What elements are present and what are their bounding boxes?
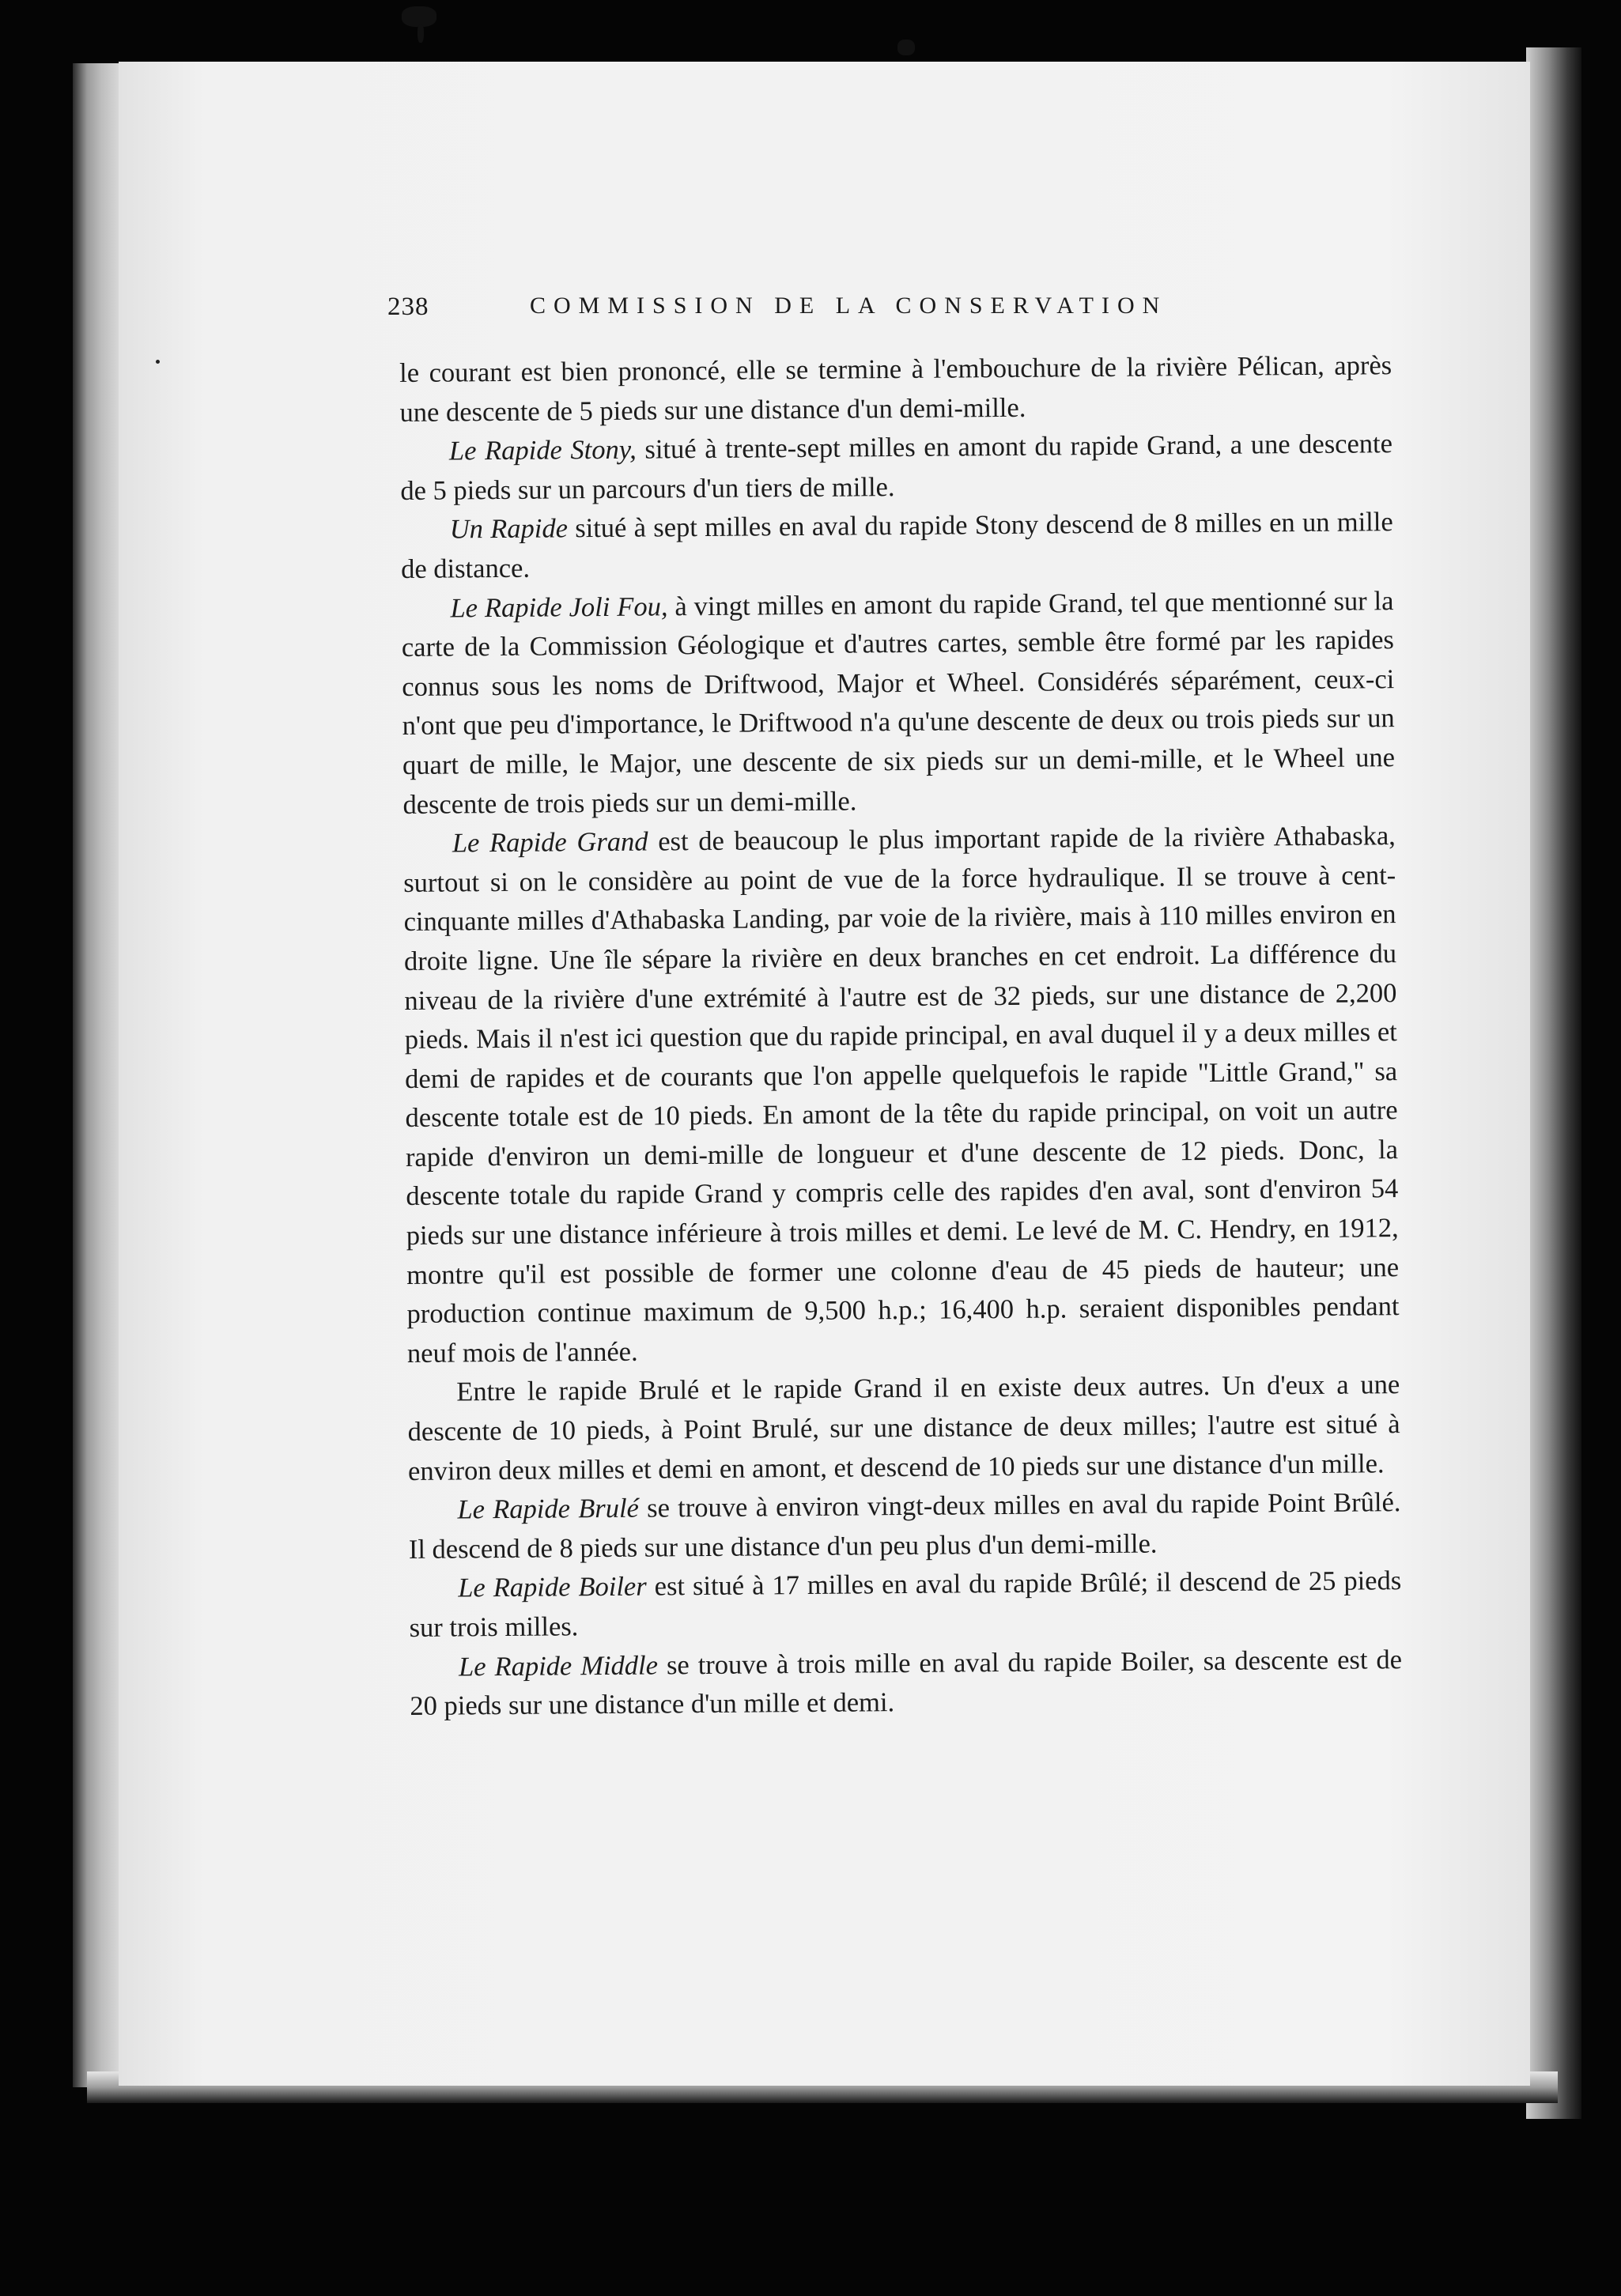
paragraph-text: situé à sept milles en aval du rapide Stony descend de 8 milles en un mille de distance.: [400, 507, 1393, 584]
book-left-edge: [73, 63, 120, 2087]
rapid-name: Un Rapide: [449, 513, 569, 545]
paragraph-text: est de beaucoup le plus important rapide de la rivière Athabaska, surtout si on le considère au point de vue de la force hydraulique. Il se trouve à cent-cinquante milles d'Athabaska Landing, par voie de la rivière, mais à 110 milles environ en droite ligne. Une île sépare la rivière en deux branches en cet endroit. La différence du niveau de la rivière d'une extrémité à l'autre est de 32 pieds, sur une distance de 2,200 pieds. Mais il n'est ici question que du rapide principal, en aval duquel il y a deux milles et demi de rapides et de courants que l'on appelle quelquefois le rapide "Little Grand," sa descente totale est de 10 pieds. En amont de la tête du rapide principal, on voit un autre rapide d'environ un demi-mille de longueur et d'une descente de 12 pieds. Donc, la descente totale du rapide Grand y compris celle des rapides d'en aval, sont d'environ 54 pieds sur une distance inférieure à trois milles et demi. Le levé de M. C. Hendry, en 1912, montre qu'il est possible de former une colonne d'eau de 45 pieds de hauteur; une production continue maximum de 9,500 h.p.; 16,400 h.p. seraient disponibles pendant neuf mois de l'année.: [403, 821, 1400, 1369]
paragraph-text: Entre le rapide Brulé et le rapide Grand il en existe deux autres. Un d'eux a une descente de 10 pieds, à Point Brulé, sur une distance de deux milles; l'autre est situé à environ deux milles et demi en amont, et descend de 10 pieds sur une distance d'un mille.: [407, 1369, 1400, 1486]
paragraph: [403, 817, 1400, 1373]
scan-speck: [897, 40, 915, 55]
margin-mark: [156, 360, 160, 364]
paragraph: [407, 1366, 1400, 1492]
paragraph-text: se trouve à trois mille en aval du rapide Boiler, sa descente est de 20 pieds sur une distance d'un mille et demi.: [410, 1644, 1403, 1722]
paragraph: [401, 582, 1395, 825]
paragraph: [408, 1483, 1401, 1569]
paragraph-text: le courant est bien prononcé, elle se termine à l'embouchure de la rivière Pélican, après une descente de 5 pieds sur une distance d'un demi-mille.: [399, 350, 1392, 428]
book-right-edge: [1526, 47, 1581, 2119]
page-number: 238: [387, 293, 429, 321]
scan-speck: [418, 24, 424, 43]
paragraph: [401, 504, 1394, 590]
running-title: COMMISSION DE LA CONSERVATION: [530, 293, 1168, 319]
paragraph: [399, 346, 1392, 432]
rapid-name: Le Rapide Grand: [452, 826, 648, 859]
body-text: [399, 346, 1403, 1727]
rapid-name: Le Rapide Joli Fou,: [450, 591, 668, 624]
rapid-name: Le Rapide Brulé: [457, 1493, 640, 1525]
paragraph: [409, 1562, 1402, 1648]
paragraph-text: est situé à 17 milles en aval du rapide Brûlé; il descend de 25 pieds sur trois milles.: [409, 1565, 1402, 1643]
paragraph: [410, 1641, 1403, 1727]
rapid-name: Le Rapide Boiler: [458, 1571, 647, 1603]
paragraph: [400, 425, 1393, 511]
paragraph-text: à vingt milles en amont du rapide Grand, tel que mentionné sur la carte de la Commission Géologique et d'autres cartes, semble être formé par les rapides connus sous les noms de Driftwood, Major et Wheel. Considérés séparément, ceux-ci n'ont que peu d'importance, le Driftwood n'a qu'une descente de deux ou trois pieds sur un quart de mille, le Major, une descente de six pieds sur un demi-mille, et le Wheel une descente de trois pieds sur un demi-mille.: [401, 585, 1396, 820]
rapid-name: Le Rapide Middle: [458, 1650, 659, 1682]
paragraph-text: se trouve à environ vingt-deux milles en aval du rapide Point Brûlé. Il descend de 8 pieds sur une distance d'un peu plus d'un demi-mille.: [408, 1487, 1401, 1565]
paragraph-text: situé à trente-sept milles en amont du rapide Grand, a une descente de 5 pieds sur un parcours d'un tiers de mille.: [400, 429, 1393, 506]
rapid-name: Le Rapide Stony,: [448, 434, 637, 466]
page-header: [387, 293, 1415, 332]
